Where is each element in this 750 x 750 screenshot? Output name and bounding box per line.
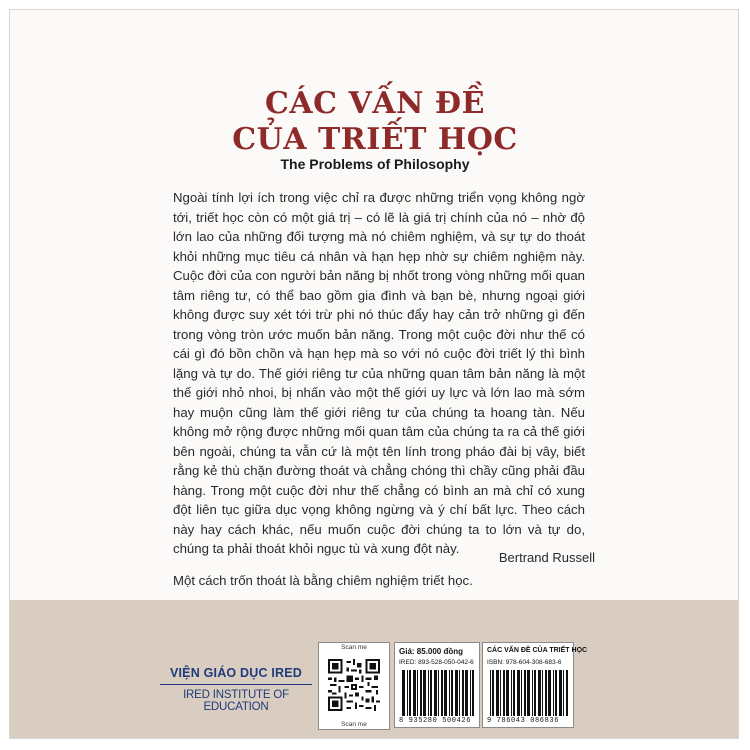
qr-code-box	[318, 642, 390, 730]
barcode-bars	[400, 670, 476, 716]
barcode-book-title: CÁC VẤN ĐỀ CỦA TRIẾT HỌC	[487, 647, 588, 654]
barcode-bar	[506, 670, 509, 716]
barcode-bar	[548, 670, 551, 716]
barcode-bar	[511, 670, 512, 716]
publisher-name-vn: VIỆN GIÁO DỤC IRED	[160, 666, 312, 685]
barcode-bar	[500, 670, 501, 716]
barcode-number: 8 935280 500426	[399, 717, 472, 725]
barcode-bar	[470, 670, 471, 716]
barcode-bar	[492, 670, 494, 716]
book-title-line2: CỦA TRIẾT HỌC	[232, 122, 518, 157]
qr-code-icon	[328, 655, 380, 715]
price-barcode	[394, 642, 480, 728]
barcode-bar	[524, 670, 526, 716]
barcode-bar	[462, 670, 464, 716]
quote-paragraph: Ngoài tính lợi ích trong việc chỉ ra được những triển vọng không ngờ tới, triết học còn có một giá trị – có lẽ là giá trị chính của nó – nhờ độ lớn lao của những đối tượng mà nó chiêm nghiệm, và sự tự do thoát khỏi những mục tiêu cá nhân và hạn hẹp nhờ sự chiêm nghiệm này. Cuộc đời của con người bản năng bị nhốt trong vòng những mối quan tâm riêng tư, có thể bao gồm gia đình và bạn bè, nhưng ngoại giới không được suy xét tới trừ phi nó thúc đẩy hay cản trở những gì đến trong vòng tròn ước muốn bản năng. Trong một cuộc đời như thế có cái gì đó bồn chồn và hạn hẹp mà so với nó cuộc đời triết lý thì bình lặng và tự do. Thế giới riêng tư của những quan tâm bản năng là một thế giới nhỏ nhoi, bị nhấn vào một thế giới uy lực và lớn lao mà sớm hay muộn cũng làm thế giới riêng tư của chúng ta hoang tàn. Nếu không mở rộng được những mối quan tâm của chúng ta ra cả thế giới bên ngoài, chúng ta vẫn cứ là một tên lính trong pháo đài bị vây, biết rằng kẻ thù chặn đường thoát và chẳng chóng thì chầy cũng phải đầu hàng. Trong một cuộc đời như thế chẳng có bình an mà chỉ có xung đột liên tục giữa dục vọng không ngừng và ý chí bất lực. Theo cách này hay cách khác, nếu muốn cuộc đời chúng ta to lớn và tự do, chúng ta phải thoát khỏi ngục tù và xung đột này.	[173, 190, 585, 556]
quote-text	[173, 188, 585, 590]
barcode-bars	[488, 670, 570, 716]
qr-label-bottom: Scan me	[341, 721, 367, 728]
barcode-bar	[465, 670, 468, 716]
barcode-bar	[438, 670, 439, 716]
barcode-bar	[542, 670, 543, 716]
barcode-bar	[459, 670, 460, 716]
barcode-bar	[455, 670, 458, 716]
barcode-bar	[496, 670, 499, 716]
barcode-bar	[430, 670, 432, 716]
ired-code: IRED: 893-528-050-042-6	[399, 659, 474, 666]
barcode-number: 9 786043 086836	[487, 717, 560, 725]
barcode-bar	[417, 670, 418, 716]
barcode-bar	[545, 670, 547, 716]
publisher-logo	[160, 666, 312, 713]
quote-paragraph: Một cách trốn thoát là bằng chiêm nghiệm triết học.	[173, 572, 473, 588]
barcode-bar	[553, 670, 554, 716]
barcode-bar	[559, 670, 562, 716]
bottom-panel	[10, 600, 739, 739]
barcode-bar	[407, 670, 408, 716]
qr-label-top: Scan me	[341, 644, 367, 651]
barcode-bar	[490, 670, 491, 716]
isbn-barcode	[482, 642, 588, 728]
barcode-bar	[503, 670, 505, 716]
barcode-bar	[532, 670, 533, 716]
quote-author: Bertrand Russell	[498, 550, 595, 565]
barcode-bar	[534, 670, 536, 716]
barcode-bar	[420, 670, 422, 716]
price-label: Giá: 85.000 đồng	[399, 647, 464, 656]
barcode-bar	[555, 670, 557, 716]
barcode-bar	[451, 670, 453, 716]
isbn-label: ISBN: 978-604-308-683-6	[487, 659, 562, 666]
barcode-bar	[538, 670, 541, 716]
book-subtitle: The Problems of Philosophy	[280, 156, 470, 172]
barcode-bar	[428, 670, 429, 716]
publisher-name-en: IRED INSTITUTE OF EDUCATION	[183, 689, 289, 713]
back-cover	[9, 9, 739, 739]
barcode-bar	[521, 670, 522, 716]
barcode-bar	[413, 670, 416, 716]
barcode-bar	[434, 670, 437, 716]
barcode-bar	[423, 670, 426, 716]
barcode-bar	[517, 670, 520, 716]
barcode-bar	[563, 670, 564, 716]
barcode-bar	[441, 670, 443, 716]
barcode-bar	[444, 670, 447, 716]
barcode-bar	[513, 670, 515, 716]
barcode-bar	[472, 670, 474, 716]
book-title-line1: CÁC VẤN ĐỀ	[265, 86, 485, 121]
barcode-bar	[409, 670, 411, 716]
barcode-bar	[527, 670, 530, 716]
barcode-bar	[402, 670, 405, 716]
barcode-bar	[566, 670, 568, 716]
barcode-bar	[449, 670, 450, 716]
